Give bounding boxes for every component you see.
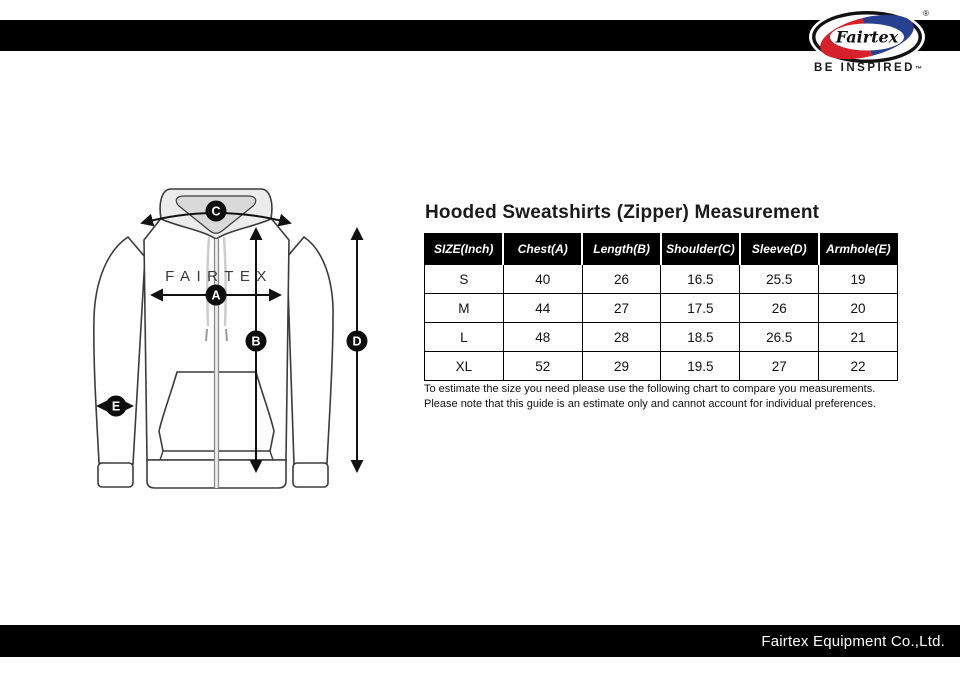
size-row (425, 352, 898, 381)
value-cell: 19 (819, 265, 898, 294)
right-cuff (293, 463, 328, 487)
value-cell: 44 (503, 294, 582, 323)
note-line: To estimate the size you need please use the following chart to compare you measurements. (424, 383, 876, 395)
value-cell: 28 (582, 323, 661, 352)
bottom-brand-bar (0, 625, 960, 657)
tagline-text: BE INSPIRED (814, 62, 915, 74)
value-cell: 19.5 (661, 352, 740, 381)
svg-text:B: B (251, 334, 261, 349)
fairtex-logo (796, 5, 940, 67)
size-cell: S (425, 265, 504, 294)
value-cell: 26 (582, 265, 661, 294)
value-cell: 17.5 (661, 294, 740, 323)
measure-label-b (246, 331, 267, 352)
size-row (425, 294, 898, 323)
size-row (425, 265, 898, 294)
value-cell: 18.5 (661, 323, 740, 352)
svg-text:D: D (352, 334, 362, 349)
chest-brand-text: FAIRTEX (165, 268, 273, 285)
hoodie-diagram (70, 180, 370, 495)
svg-text:C: C (211, 204, 221, 219)
size-table-head (425, 234, 898, 265)
size-cell: XL (425, 352, 504, 381)
trademark-mark: ™ (915, 66, 922, 73)
svg-text:A: A (211, 288, 221, 303)
column-header: Length(B) (582, 234, 661, 265)
value-cell: 21 (819, 323, 898, 352)
size-row (425, 323, 898, 352)
column-header: Sleeve(D) (740, 234, 819, 265)
logo-wordmark: Fairtex (835, 27, 899, 47)
value-cell: 16.5 (661, 265, 740, 294)
value-cell: 26 (740, 294, 819, 323)
value-cell: 25.5 (740, 265, 819, 294)
page-title: Hooded Sweatshirts (Zipper) Measurement (425, 202, 820, 223)
measure-label-e (106, 396, 127, 417)
column-header: Chest(A) (503, 234, 582, 265)
column-header: Shoulder(C) (661, 234, 740, 265)
size-table-body (425, 265, 898, 381)
registered-mark: ® (923, 9, 929, 18)
value-cell: 20 (819, 294, 898, 323)
size-table (424, 233, 898, 381)
size-notes (424, 382, 904, 411)
measure-label-d (347, 331, 368, 352)
measure-label-a (206, 285, 227, 306)
value-cell: 52 (503, 352, 582, 381)
left-sleeve (94, 237, 145, 464)
value-cell: 48 (503, 323, 582, 352)
svg-text:E: E (111, 399, 121, 414)
column-header: Armhole(E) (819, 234, 898, 265)
value-cell: 22 (819, 352, 898, 381)
value-cell: 40 (503, 265, 582, 294)
column-header: SIZE(Inch) (425, 234, 504, 265)
value-cell: 29 (582, 352, 661, 381)
right-sleeve (287, 237, 333, 464)
note-line: Please note that this guide is an estimate only and cannot account for individual preferences. (424, 397, 876, 410)
value-cell: 27 (740, 352, 819, 381)
size-cell: L (425, 323, 504, 352)
company-name: Fairtex Equipment Co.,Ltd. (761, 632, 945, 650)
brand-tagline (796, 62, 940, 74)
size-cell: M (425, 294, 504, 323)
measure-label-c (206, 201, 227, 222)
left-cuff (98, 463, 133, 487)
header-row (425, 234, 898, 265)
value-cell: 26.5 (740, 323, 819, 352)
value-cell: 27 (582, 294, 661, 323)
